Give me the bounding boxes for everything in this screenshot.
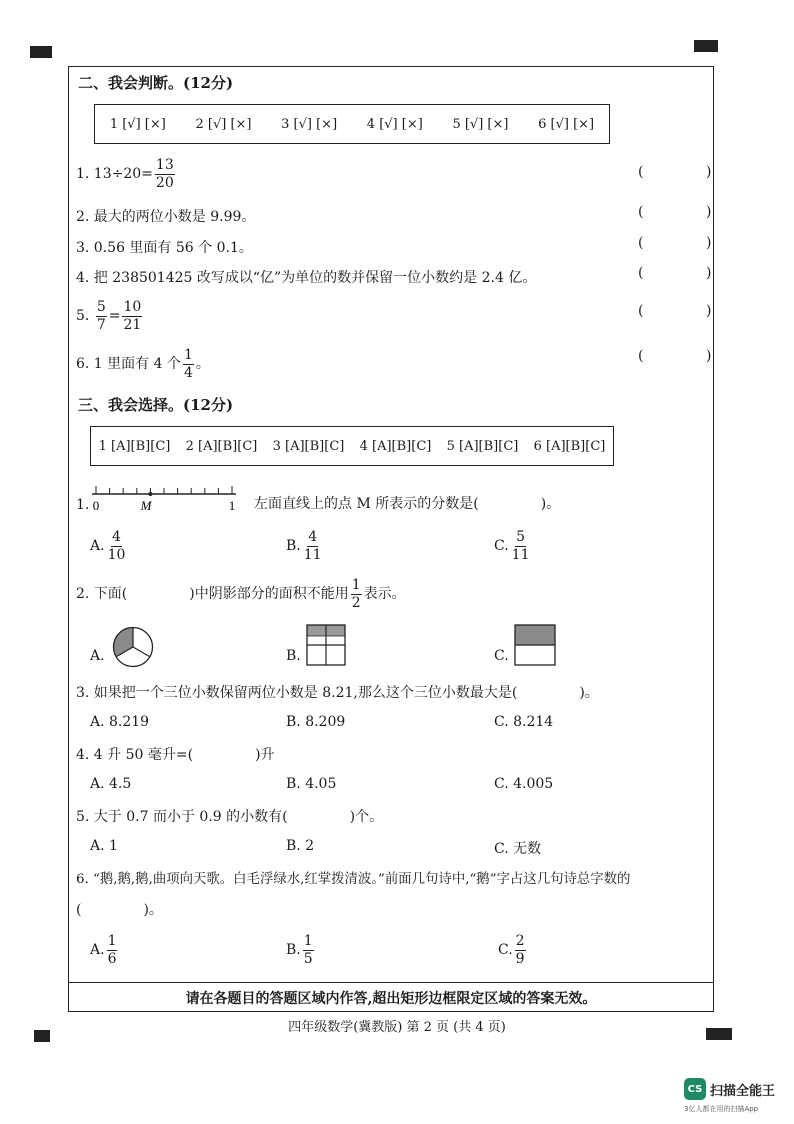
registration-mark-top-left: [30, 46, 52, 58]
choice-question-3: 3. 如果把一个三位小数保留两位小数是 8.21,那么这个三位小数最大是( )。: [76, 685, 599, 701]
choice-1-option-b[interactable]: B. $\frac{4}{11}$: [286, 529, 322, 563]
choice-question-1: 左面直线上的点 M 所表示的分数是( )。: [254, 496, 561, 512]
choice-5-option-a[interactable]: A. 1: [90, 838, 118, 854]
choice-answer-5[interactable]: 5 [A][B][C]: [446, 438, 519, 454]
choice-question-6-blank: ( )。: [76, 902, 163, 918]
choice-2-option-c[interactable]: C.: [494, 648, 509, 664]
choice-answer-2[interactable]: 2 [A][B][C]: [185, 438, 258, 454]
answer-area-notice: 请在各题目的答题区域内作答,超出矩形边框限定区域的答案无效。: [68, 982, 714, 1013]
choice-answer-1[interactable]: 1 [A][B][C]: [98, 438, 171, 454]
judge-question-2: 2. 最大的两位小数是 9.99。: [76, 209, 256, 225]
judge-question-1: 1. 13÷20= $\frac{13}{20}$: [76, 157, 174, 191]
choice-question-4: 4. 4 升 50 毫升=( )升: [76, 747, 275, 763]
choice-answer-3[interactable]: 3 [A][B][C]: [272, 438, 345, 454]
choice-2-option-b[interactable]: B.: [286, 648, 301, 664]
watermark-tagline: 3亿人都在用的扫描App: [684, 1105, 759, 1113]
judge-blank-open-4[interactable]: (: [638, 265, 644, 281]
choice-6-option-b[interactable]: B. $\frac{1}{5}$: [286, 933, 313, 967]
choice-question-5: 5. 大于 0.7 而小于 0.9 的小数有( )个。: [76, 809, 384, 825]
choice-1-option-a[interactable]: A. $\frac{4}{10}$: [90, 529, 126, 563]
judge-answer-6[interactable]: 6 [√] [×]: [538, 116, 595, 132]
judge-blank-close-5: ): [706, 303, 712, 319]
choice-1-option-c[interactable]: C. $\frac{5}{11}$: [494, 529, 530, 563]
choice-3-option-c[interactable]: C. 8.214: [494, 714, 554, 730]
judge-question-4: 4. 把 238501425 改写成以“亿”为单位的数并保留一位小数约是 2.4 亿。: [76, 270, 537, 286]
judge-question-6: 6. 1 里面有 4 个 $\frac{1}{4}$ 。: [76, 347, 210, 381]
choice-5-option-c[interactable]: C. 无数: [494, 841, 542, 857]
judge-blank-close-1: ): [706, 164, 712, 180]
choice-4-option-c[interactable]: C. 4.005: [494, 776, 554, 792]
section2-answer-box: [94, 104, 610, 144]
number-line-point-label: M: [140, 498, 152, 513]
judge-blank-close-3: ): [706, 235, 712, 251]
section2-title: 二、我会判断。(12分): [78, 74, 234, 92]
choice-question-2: 2. 下面( )中阴影部分的面积不能用 $\frac{1}{2}$ 表示。: [76, 577, 406, 611]
section3-title: 三、我会选择。(12分): [78, 396, 234, 414]
choice-6-option-a[interactable]: A. $\frac{1}{6}$: [90, 933, 117, 967]
rectangle-shaded-figure[interactable]: [514, 624, 556, 666]
choice-answer-4[interactable]: 4 [A][B][C]: [359, 438, 432, 454]
number-line-end-label: 1: [228, 498, 236, 513]
judge-blank-open-5[interactable]: (: [638, 303, 644, 319]
section3-answer-box: [90, 426, 614, 466]
judge-answer-4[interactable]: 4 [√] [×]: [366, 116, 423, 132]
number-line-start-label: 0: [92, 498, 100, 513]
choice-2-option-a[interactable]: A.: [90, 648, 105, 664]
choice-answer-6[interactable]: 6 [A][B][C]: [533, 438, 606, 454]
number-line-point-m: [148, 492, 152, 496]
judge-blank-open-2[interactable]: (: [638, 204, 644, 220]
choice-question-1-label: 1.: [76, 497, 90, 513]
choice-4-option-b[interactable]: B. 4.05: [286, 776, 337, 792]
choice-4-option-a[interactable]: A. 4.5: [90, 776, 132, 792]
judge-question-5: 5. $\frac{5}{7}$ = $\frac{10}{21}$: [76, 299, 142, 333]
judge-question-3: 3. 0.56 里面有 56 个 0.1。: [76, 240, 253, 256]
choice-question-6: 6. “鹅,鹅,鹅,曲项向天歌。白毛浮绿水,红掌拨清波。”前面几句诗中,“鹅”字占这几句诗总字数的: [76, 872, 631, 887]
judge-blank-close-6: ): [706, 348, 712, 364]
choice-3-option-a[interactable]: A. 8.219: [90, 714, 150, 730]
choice-6-option-c[interactable]: C. $\frac{2}{9}$: [498, 933, 525, 967]
circle-shaded-figure[interactable]: [112, 626, 154, 668]
judge-blank-close-2: ): [706, 204, 712, 220]
judge-blank-open-1[interactable]: (: [638, 164, 644, 180]
choice-5-option-b[interactable]: B. 2: [286, 838, 315, 854]
judge-blank-close-4: ): [706, 265, 712, 281]
watermark-name: 扫描全能王: [710, 1084, 776, 1099]
judge-answer-2[interactable]: 2 [√] [×]: [195, 116, 252, 132]
page-footer: 四年级数学(冀教版) 第 2 页 (共 4 页): [288, 1020, 506, 1035]
judge-answer-1[interactable]: 1 [√] [×]: [109, 116, 166, 132]
number-line: [88, 478, 248, 518]
registration-mark-top-right: [694, 40, 718, 52]
square-grid-shaded-figure[interactable]: [306, 624, 346, 666]
camscanner-logo-icon: CS: [684, 1078, 706, 1100]
judge-answer-5[interactable]: 5 [√] [×]: [452, 116, 509, 132]
judge-answer-3[interactable]: 3 [√] [×]: [281, 116, 338, 132]
judge-blank-open-3[interactable]: (: [638, 235, 644, 251]
judge-blank-open-6[interactable]: (: [638, 348, 644, 364]
choice-3-option-b[interactable]: B. 8.209: [286, 714, 346, 730]
